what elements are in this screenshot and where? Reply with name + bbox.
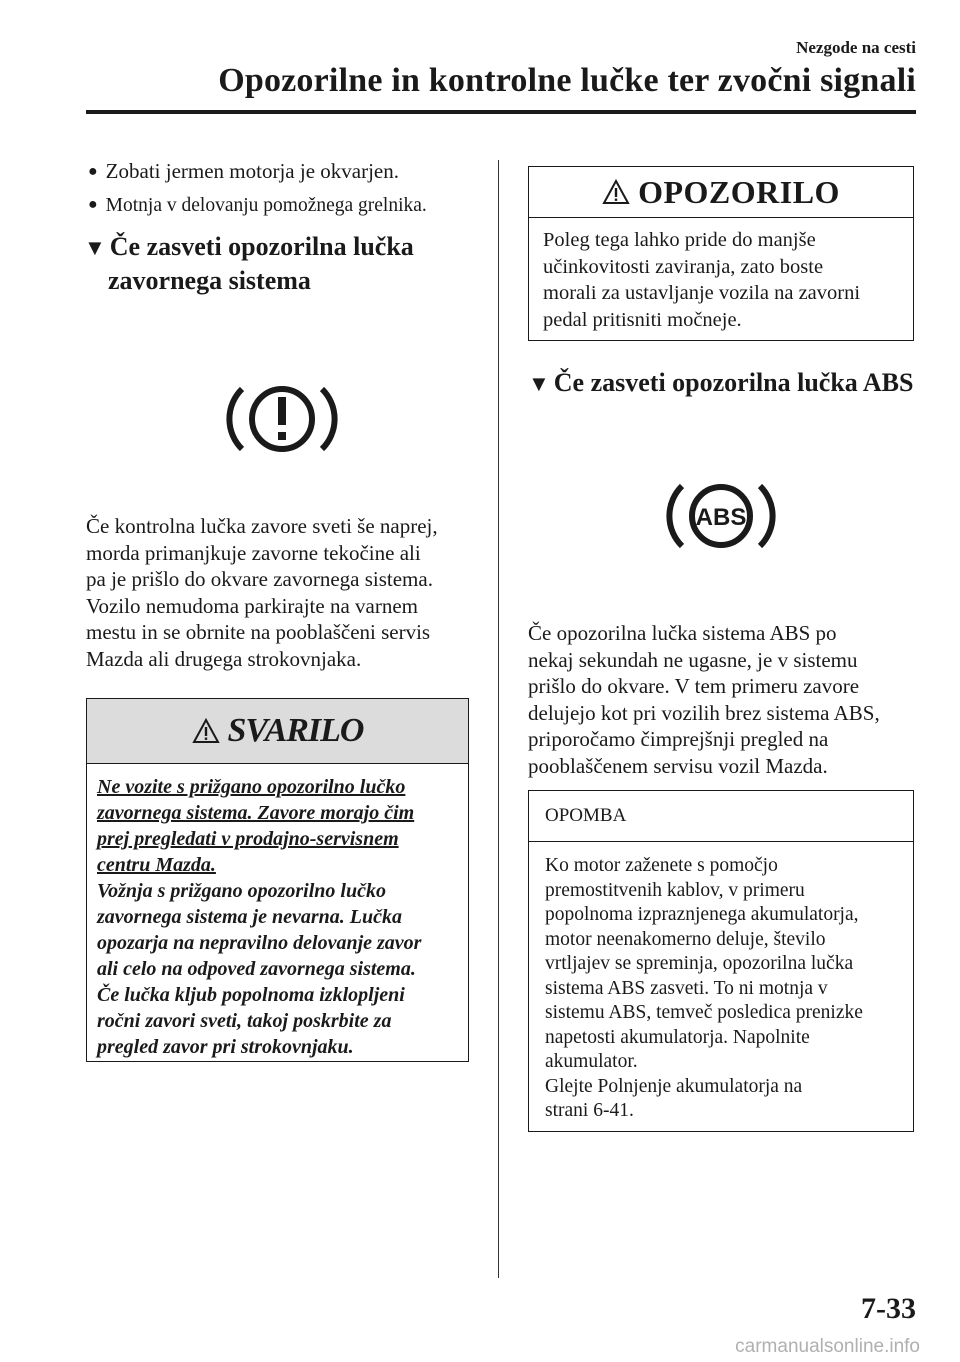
caution-text: Ne vozite s prižgano opozorilno lučko zavornega sistema. Zavore morajo čim prej pregledati v prodajno-servisnem centru Mazda. Vožnja s prižgano opozorilno lučko zavornega sistema je nevarna. Lučka opozarja na nepravilno delovanje zavor ali celo na odpoved zavornega sistema. Če lučka kljub popolnoma izklopljeni ročni zavori sveti, takoj poskrbite za pregled zavor pri strokovnjaku.	[97, 776, 422, 1058]
triangle-marker-icon: ▼	[84, 235, 106, 260]
caution-heading: SVARILO	[227, 712, 364, 749]
warning-header	[529, 167, 913, 218]
warning-text: Poleg tega lahko pride do manjše učinkovitosti zaviranja, zato boste morali za ustavljanje vozila na zavorni pedal pritisniti močneje.	[543, 229, 861, 331]
section-title-brake: ▼ Če zasveti opozorilna lučka zavornega sistema	[84, 232, 414, 295]
warning-box	[528, 166, 914, 341]
page-title: Opozorilne in kontrolne lučke ter zvočni signali	[218, 62, 916, 99]
note-label: OPOMBA	[529, 791, 913, 842]
bullet-icon: ●	[88, 196, 98, 213]
header-rule	[86, 110, 916, 114]
bullet-icon: ●	[88, 163, 98, 180]
abs-warning-icon	[666, 474, 776, 558]
warning-triangle-icon	[602, 179, 630, 205]
column-divider	[498, 160, 499, 1278]
note-text: Ko motor zaženete s pomočjo premostitvenih kablov, v primeru popolnoma izpraznjenega akumulatorja, motor neenakomerno deluje, število vrtljajev se spreminja, opozorilna lučka sistema ABS zasveti. To ni motnja v sistemu ABS, temveč posledica prenizke napetosti akumulatorja. Napolnite akumulator. Glejte Polnjenje akumulatorja na strani 6-41.	[545, 855, 863, 1121]
abs-icon-label: ABS	[695, 504, 747, 531]
abs-body-text: Če opozorilna lučka sistema ABS po nekaj sekundah ne ugasne, je v sistemu prišlo do okvare. V tem primeru zavore delujejo kot pri vozilih brez sistema ABS, priporočamo čimprejšnji pregled na pooblaščenem servisu vozil Mazda.	[528, 621, 880, 778]
warning-heading: OPOZORILO	[638, 173, 840, 210]
watermark: carmanualsonline.info	[735, 1336, 920, 1357]
note-box	[528, 790, 914, 1132]
section-title-abs: ▼ Če zasveti opozorilna lučka ABS	[528, 368, 914, 397]
page-number: 7-33	[861, 1292, 916, 1325]
brake-body-text: Če kontrolna lučka zavore sveti še naprej, morda primanjkuje zavorne tekočine ali pa je prišlo do okvare zavornega sistema. Vozilo nemudoma parkirajte na varnem mestu in se obrnite na pooblaščeni servis Mazda ali drugega strokovnjaka.	[86, 514, 438, 671]
bullet-item: ● Motnja v delovanju pomožnega grelnika.	[88, 195, 427, 216]
triangle-marker-icon: ▼	[528, 371, 550, 396]
warning-triangle-icon	[192, 718, 220, 744]
caution-box	[86, 698, 469, 1062]
brake-warning-icon	[224, 376, 340, 462]
header-section-label: Nezgode na cesti	[796, 38, 916, 57]
caution-header	[87, 699, 468, 764]
bullet-item: ● Zobati jermen motorja je okvarjen.	[88, 159, 399, 183]
